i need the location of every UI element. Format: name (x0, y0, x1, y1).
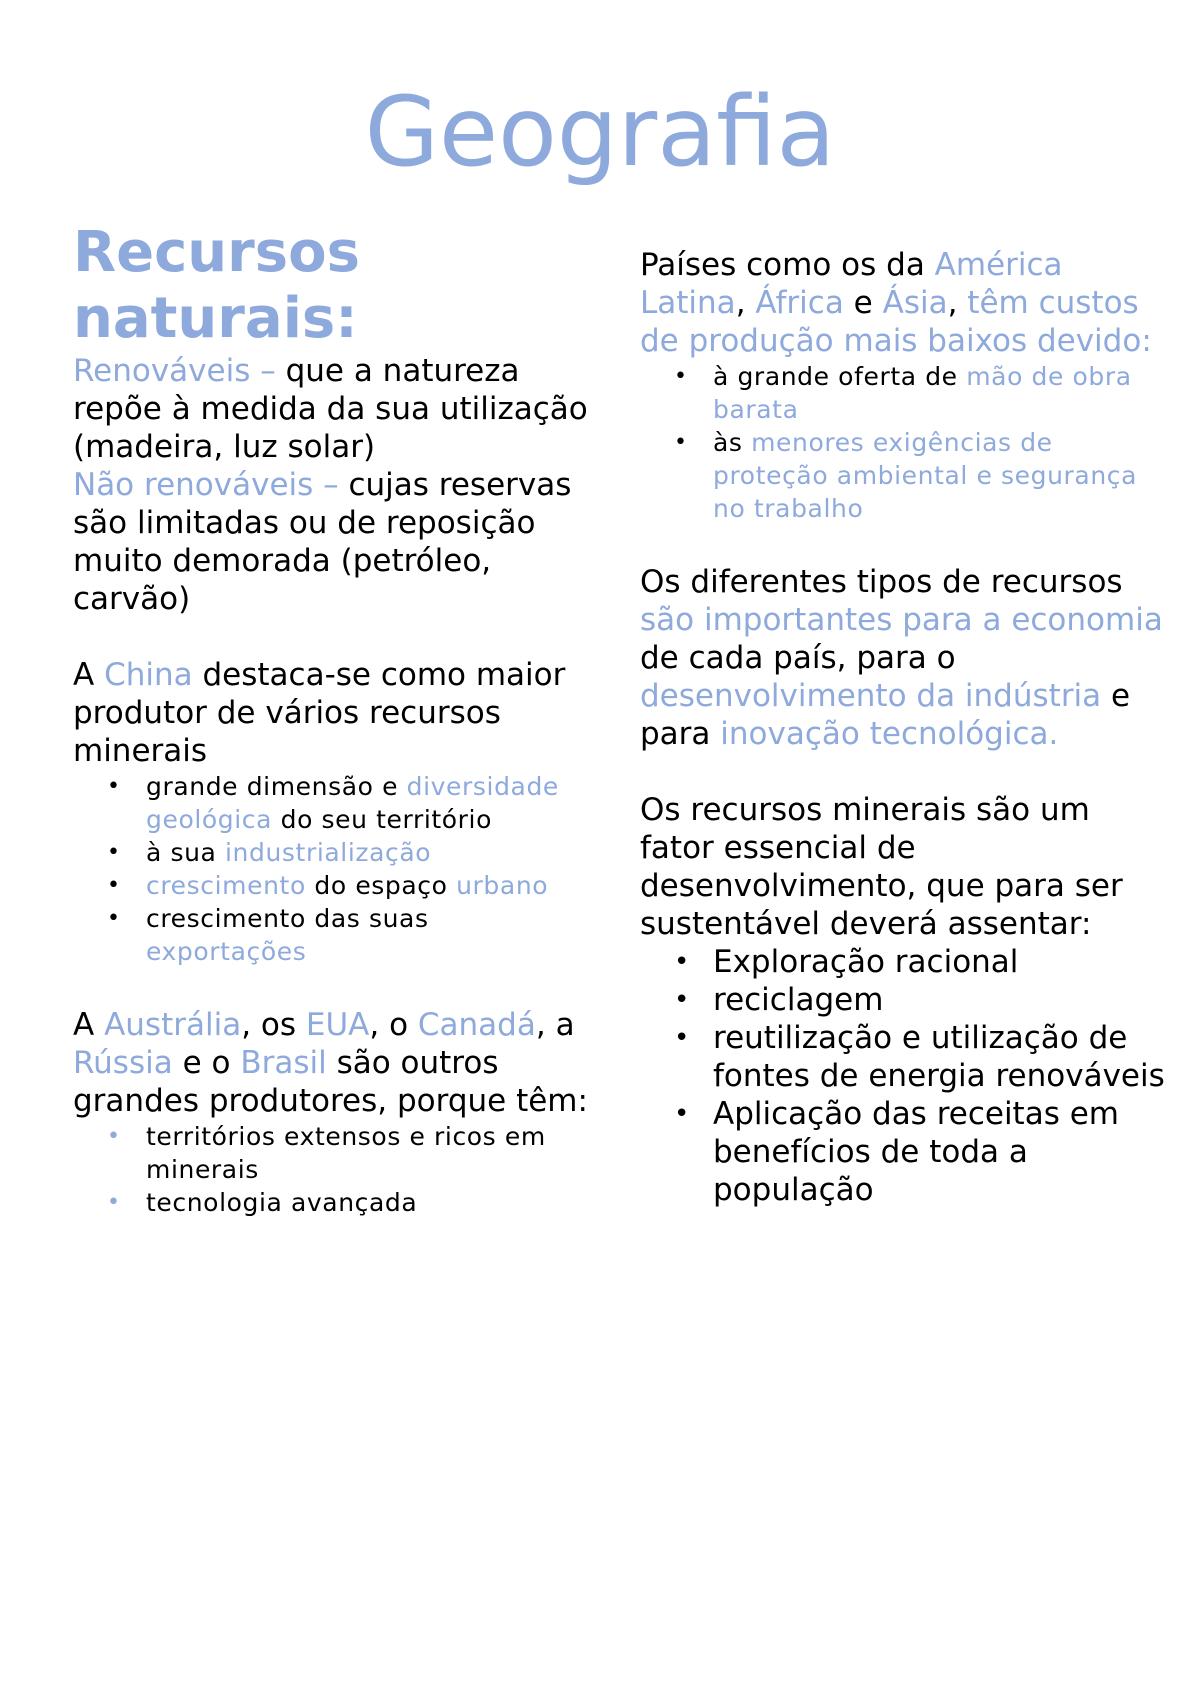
highlight-run: desenvolvimento da indústria (640, 678, 1102, 714)
text-run: de cada país, para o (640, 640, 956, 676)
text-run: , (947, 285, 968, 321)
list-item (640, 426, 1170, 525)
highlight-run: têm custos de produção mais baixos devido: (640, 285, 1152, 359)
highlight-run: inovação tecnológica. (720, 716, 1059, 752)
text-run: do espaço (305, 871, 457, 900)
minerais-bullet-list (640, 943, 1170, 1209)
highlight-run: industrialização (225, 838, 432, 867)
list-item: • territórios extensos e ricos em minerais (73, 1120, 593, 1186)
text-run: , os (241, 1007, 306, 1043)
text-run: são outros grandes produtores, porque têm: (73, 1045, 588, 1119)
highlight-run: Canadá (417, 1007, 536, 1043)
highlight-run: EUA (305, 1007, 370, 1043)
text-run: Os diferentes tipos de recursos (640, 564, 1123, 600)
highlight-run: China (104, 657, 193, 693)
highlight-run: Brasil (240, 1045, 327, 1081)
text-run: e (843, 285, 883, 321)
highlight-run: exportações (146, 937, 307, 966)
text-run: do seu território (272, 805, 492, 834)
list-item (640, 360, 1170, 426)
paises-paragraph (640, 246, 1170, 360)
section-heading: Recursos naturais: (73, 220, 360, 351)
paises-bullet-list (640, 360, 1170, 525)
renovaveis-paragraph (73, 352, 593, 466)
text-run: A (73, 657, 105, 693)
highlight-run: mão de obra barata (713, 362, 1132, 424)
text-run: à grande oferta de (713, 362, 967, 391)
minerais-paragraph: Os recursos minerais são um fator essencial de desenvolvimento, que para ser sustentável deverá assentar: (640, 792, 1123, 942)
text-run: , o (369, 1007, 418, 1043)
text-run: à sua (146, 838, 226, 867)
highlight-run: Rússia (73, 1045, 173, 1081)
outros-bullet-list (73, 1120, 593, 1219)
highlight-run: Austrália (104, 1007, 242, 1043)
text-run: A (73, 1007, 105, 1043)
highlight-run: menores exigências de proteção ambiental e segurança no trabalho (713, 428, 1138, 523)
text-run: crescimento das suas (146, 904, 429, 933)
list-item: • reciclagem (640, 981, 1170, 1019)
highlight-run: urbano (456, 871, 549, 900)
china-bullet-list (73, 770, 593, 968)
highlight-run: Ásia (882, 285, 948, 321)
text-run: grande dimensão e (146, 772, 407, 801)
page-title: Geografia (364, 76, 836, 188)
text-run: , (735, 285, 756, 321)
nao-renovaveis-term: Não renováveis – (73, 467, 339, 503)
list-item (73, 902, 593, 968)
highlight-run: crescimento (146, 871, 306, 900)
list-item (73, 770, 593, 836)
nao-renovaveis-text: cujas reservas são limitadas ou de reposição muito demorada (petróleo, carvão) (73, 467, 572, 617)
renovaveis-term: Renováveis – (73, 353, 276, 389)
list-item: • reutilização e utilização de fontes de energia renováveis (640, 1019, 1170, 1095)
list-item: • Exploração racional (640, 943, 1170, 981)
text-run: e para (640, 678, 1131, 752)
text-run: às (713, 428, 752, 457)
text-run: destaca-se como maior produtor de vários recursos minerais (73, 657, 566, 769)
highlight-run: América Latina (640, 247, 1063, 321)
highlight-run: diversidade geológica (146, 772, 559, 834)
renovaveis-text: que a natureza repõe à medida da sua utilização (madeira, luz solar) (73, 353, 588, 465)
list-item: • Aplicação das receitas em benefícios de toda a população (640, 1095, 1170, 1209)
list-item (73, 869, 593, 902)
text-run: e o (172, 1045, 241, 1081)
list-item (73, 836, 593, 869)
text-run: , a (535, 1007, 575, 1043)
text-run: Países como os da (640, 247, 935, 283)
tipos-paragraph (640, 563, 1170, 753)
left-column (73, 220, 593, 1219)
nao-renovaveis-paragraph (73, 466, 593, 618)
highlight-run: são importantes para a economia (640, 602, 1163, 638)
china-paragraph (73, 656, 593, 770)
outros-produtores-paragraph (73, 1006, 593, 1120)
list-item: • tecnologia avançada (73, 1186, 593, 1219)
highlight-run: África (755, 285, 844, 321)
right-column (640, 246, 1170, 1209)
